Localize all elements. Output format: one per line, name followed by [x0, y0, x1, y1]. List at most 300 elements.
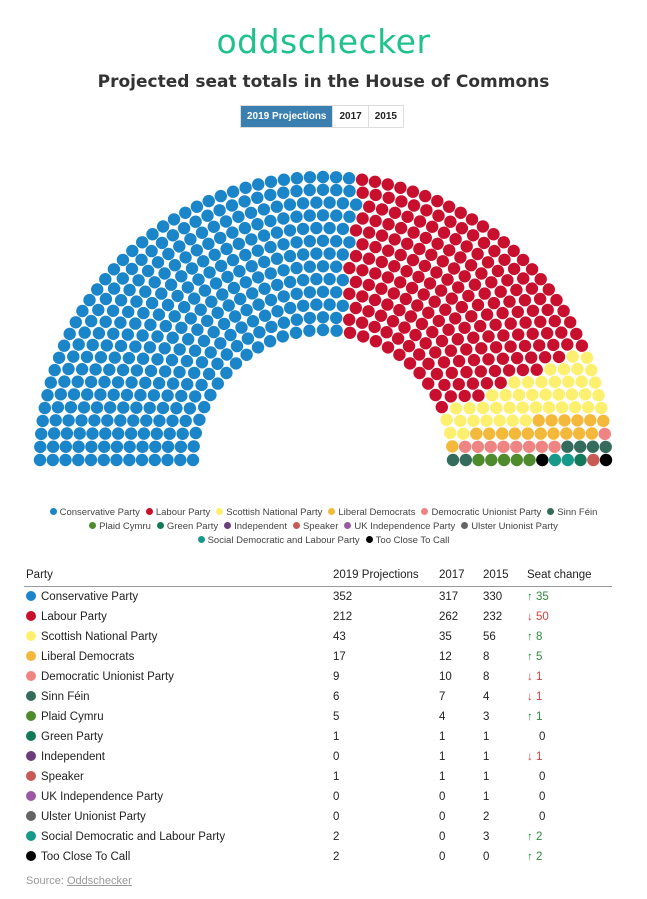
seat-conservative-party [174, 343, 186, 355]
seat-change-cell [525, 827, 612, 847]
seat-democratic-unionist-party [510, 441, 522, 453]
seat-conservative-party [258, 283, 270, 295]
seat-change-value: ↑ 8 [527, 630, 543, 643]
seat-labour-party [407, 254, 419, 266]
seat-labour-party [400, 265, 412, 277]
seat-conservative-party [99, 273, 111, 285]
seat-scottish-national-party [558, 363, 570, 375]
seat-labour-party [438, 356, 450, 368]
seat-plaid-cymru [485, 454, 497, 466]
legend-item-social-democratic-and-labour-party[interactable] [198, 534, 360, 548]
seat-labour-party [356, 317, 368, 329]
seat-conservative-party [108, 282, 120, 294]
seat-labour-party [467, 332, 479, 344]
source-link[interactable]: Oddschecker [66, 875, 132, 887]
seat-conservative-party [58, 340, 70, 352]
seat-conservative-party [132, 274, 144, 286]
seat-labour-party [453, 355, 465, 367]
seat-conservative-party [161, 454, 173, 466]
seat-labour-party [411, 299, 423, 311]
legend-item-plaid-cymru[interactable] [89, 520, 151, 534]
seat-labour-party [446, 367, 458, 379]
seat-labour-party [452, 281, 464, 293]
projection-cell: 212 [333, 610, 353, 623]
seat-conservative-party [34, 441, 46, 453]
seats-2015-cell: 0 [483, 850, 490, 863]
seat-labour-party [408, 199, 420, 211]
seat-change-value: ↓ 50 [527, 610, 549, 623]
seat-labour-party [438, 227, 450, 239]
seat-too-close-to-call [600, 454, 612, 466]
seat-conservative-party [234, 293, 246, 305]
seat-labour-party [387, 315, 399, 327]
seat-labour-party [505, 317, 517, 329]
seat-conservative-party [157, 220, 169, 232]
seat-labour-party [539, 351, 551, 363]
seat-labour-party [501, 274, 513, 286]
seat-labour-party [435, 284, 447, 296]
seat-conservative-party [62, 363, 74, 375]
seat-conservative-party [304, 312, 316, 324]
table-row [24, 587, 612, 607]
seat-change-cell [525, 747, 612, 767]
seat-conservative-party [337, 197, 349, 209]
party-color-dot [26, 691, 36, 701]
seat-conservative-party [101, 414, 113, 426]
seat-conservative-party [72, 376, 84, 388]
seat-conservative-party [122, 328, 134, 340]
seat-labour-party [398, 321, 410, 333]
seat-labour-party [432, 210, 444, 222]
seat-conservative-party [144, 402, 156, 414]
projection-cell: 352 [333, 590, 353, 603]
seat-conservative-party [135, 254, 147, 266]
seat-scottish-national-party [513, 389, 525, 401]
seat-conservative-party [258, 229, 270, 241]
seat-conservative-party [37, 415, 49, 427]
seat-labour-party [535, 273, 547, 285]
projection-cell: 5 [333, 710, 340, 723]
seat-conservative-party [130, 402, 142, 414]
seats-2015-cell: 8 [483, 670, 490, 683]
seat-labour-party [419, 190, 431, 202]
seat-liberal-democrats [446, 440, 458, 452]
seat-labour-party [519, 316, 531, 328]
seat-labour-party [469, 279, 481, 291]
seat-conservative-party [184, 233, 196, 245]
seat-conservative-party [271, 226, 283, 238]
seat-change-cell [525, 647, 612, 667]
seat-scottish-national-party [543, 401, 555, 413]
seat-labour-party [382, 178, 394, 190]
seat-liberal-democrats [483, 428, 495, 440]
seat-conservative-party [317, 235, 329, 247]
projection-cell: 2 [333, 830, 340, 843]
seat-conservative-party [178, 301, 190, 313]
seat-change-value: ↑ 1 [527, 710, 543, 723]
seat-conservative-party [215, 190, 227, 202]
seat-conservative-party [144, 319, 156, 331]
party-name: Labour Party [41, 610, 107, 623]
legend-dot [366, 536, 373, 543]
seat-democratic-unionist-party [523, 441, 535, 453]
seat-conservative-party [117, 272, 129, 284]
seat-labour-party [503, 295, 515, 307]
legend-item-green-party[interactable] [157, 520, 218, 534]
seat-conservative-party [271, 201, 283, 213]
seat-conservative-party [231, 340, 243, 352]
seat-conservative-party [220, 243, 232, 255]
seat-conservative-party [201, 210, 213, 222]
seat-change-value: 0 [539, 770, 546, 783]
seats-2017-cell: 262 [439, 610, 459, 623]
seat-conservative-party [221, 348, 233, 360]
seat-labour-party [392, 332, 404, 344]
seat-conservative-party [157, 402, 169, 414]
seat-conservative-party [223, 299, 235, 311]
seat-conservative-party [195, 379, 207, 391]
tab-2015[interactable]: 2015 [368, 106, 403, 127]
seat-liberal-democrats [547, 427, 559, 439]
table-row [24, 707, 612, 727]
seat-labour-party [368, 321, 380, 333]
seat-labour-party [460, 366, 472, 378]
seat-liberal-democrats [535, 427, 547, 439]
seat-conservative-party [252, 271, 264, 283]
oddschecker-logo[interactable]: oddschecker [216, 22, 431, 61]
seat-labour-party [395, 222, 407, 234]
seat-conservative-party [117, 401, 129, 413]
seat-conservative-party [278, 317, 290, 329]
legend-label: Conservative Party [59, 507, 140, 518]
party-name: Independent [41, 750, 105, 763]
seat-conservative-party [191, 201, 203, 213]
seat-conservative-party [55, 388, 67, 400]
seat-conservative-party [214, 337, 226, 349]
seat-conservative-party [239, 182, 251, 194]
seat-labour-party [454, 251, 466, 263]
seat-conservative-party [155, 287, 167, 299]
seat-conservative-party [151, 353, 163, 365]
legend-item-liberal-democrats[interactable] [328, 506, 415, 520]
seat-labour-party [443, 201, 455, 213]
seat-conservative-party [191, 324, 203, 336]
seat-conservative-party [201, 315, 213, 327]
seat-conservative-party [73, 338, 85, 350]
table-row [24, 687, 612, 707]
seat-conservative-party [70, 316, 82, 328]
seats-2017-cell: 1 [439, 750, 446, 763]
seat-labour-party [395, 195, 407, 207]
seat-conservative-party [127, 414, 139, 426]
seat-conservative-party [68, 388, 80, 400]
seat-labour-party [527, 328, 539, 340]
seat-labour-party [401, 211, 413, 223]
seat-labour-party [448, 262, 460, 274]
seat-conservative-party [167, 332, 179, 344]
legend-dot [328, 508, 335, 515]
seat-conservative-party [173, 366, 185, 378]
seat-labour-party [382, 341, 394, 353]
seat-conservative-party [138, 427, 150, 439]
seat-conservative-party [48, 427, 60, 439]
seat-labour-party [382, 245, 394, 257]
seat-conservative-party [99, 427, 111, 439]
seat-labour-party [442, 324, 454, 336]
seat-conservative-party [202, 238, 214, 250]
seat-labour-party [557, 305, 569, 317]
legend-item-democratic-unionist-party[interactable] [421, 506, 541, 520]
seat-conservative-party [108, 389, 120, 401]
seat-conservative-party [160, 320, 172, 332]
seat-conservative-party [290, 327, 302, 339]
seat-conservative-party [100, 316, 112, 328]
party-name: Liberal Democrats [41, 650, 135, 663]
seat-conservative-party [130, 295, 142, 307]
seat-conservative-party [153, 415, 165, 427]
seat-labour-party [543, 283, 555, 295]
legend-item-sinn-fein[interactable] [547, 506, 597, 520]
seats-2017-cell: 7 [439, 690, 446, 703]
seat-labour-party [404, 357, 416, 369]
seat-labour-party [459, 270, 471, 282]
seat-conservative-party [184, 402, 196, 414]
tab-2019-projections[interactable]: 2019 Projections [241, 106, 332, 127]
seat-conservative-party [212, 307, 224, 319]
seat-scottish-national-party [569, 401, 581, 413]
seat-labour-party [445, 390, 457, 402]
seat-labour-party [393, 304, 405, 316]
party-color-dot [26, 671, 36, 681]
seat-conservative-party [188, 292, 200, 304]
seat-labour-party [382, 218, 394, 230]
seat-conservative-party [75, 414, 87, 426]
seat-labour-party [403, 340, 415, 352]
seat-conservative-party [196, 227, 208, 239]
seat-labour-party [497, 329, 509, 341]
seat-conservative-party [165, 279, 177, 291]
legend-item-uk-independence-party[interactable] [344, 520, 455, 534]
seat-conservative-party [93, 327, 105, 339]
seat-conservative-party [191, 244, 203, 256]
seat-conservative-party [58, 375, 70, 387]
seat-conservative-party [297, 300, 309, 312]
seat-labour-party [488, 297, 500, 309]
seat-conservative-party [98, 454, 110, 466]
seat-conservative-party [259, 310, 271, 322]
legend-label: Plaid Cymru [99, 521, 151, 532]
seat-liberal-democrats [470, 428, 482, 440]
seat-conservative-party [85, 441, 97, 453]
seat-democratic-unionist-party [599, 428, 611, 440]
seat-liberal-democrats [597, 415, 609, 427]
legend-item-scottish-national-party[interactable] [216, 506, 322, 520]
seat-labour-party [376, 203, 388, 215]
legend-label: Green Party [166, 521, 219, 532]
seat-scottish-national-party [517, 401, 529, 413]
seat-labour-party [517, 254, 529, 266]
seat-scottish-national-party [589, 376, 601, 388]
seat-conservative-party [226, 199, 238, 211]
seat-conservative-party [337, 248, 349, 260]
seat-conservative-party [108, 263, 120, 275]
seats-2017-cell: 1 [439, 770, 446, 783]
seat-labour-party [356, 290, 368, 302]
seat-change-value: ↓ 1 [527, 690, 543, 703]
seat-change-value: ↑ 2 [527, 850, 543, 863]
seat-labour-party [356, 238, 368, 250]
seat-labour-party [519, 340, 531, 352]
seat-conservative-party [227, 186, 239, 198]
seat-democratic-unionist-party [536, 441, 548, 453]
party-cell [24, 767, 331, 787]
seat-conservative-party [350, 198, 362, 210]
tab-2017[interactable]: 2017 [332, 106, 367, 127]
seat-labour-party [343, 314, 355, 326]
seat-sinn-fein [460, 454, 472, 466]
seat-labour-party [400, 293, 412, 305]
seat-conservative-party [149, 441, 161, 453]
seat-scottish-national-party [582, 401, 594, 413]
seat-conservative-party [178, 222, 190, 234]
seat-conservative-party [343, 172, 355, 184]
seat-change-value: 0 [539, 790, 546, 803]
seat-speaker [587, 454, 599, 466]
legend-dot [89, 522, 96, 529]
seat-scottish-national-party [539, 388, 551, 400]
party-name: Conservative Party [41, 590, 139, 603]
seat-green-party [574, 454, 586, 466]
seat-conservative-party [317, 324, 329, 336]
seat-labour-party [471, 248, 483, 260]
seat-conservative-party [290, 185, 302, 197]
seat-social-democratic-and-labour-party [562, 454, 574, 466]
legend-dot [216, 508, 223, 515]
legend-label: Too Close To Call [375, 535, 450, 546]
party-name: Too Close To Call [41, 850, 131, 863]
legend-item-labour-party[interactable] [146, 506, 210, 520]
seat-conservative-party [117, 254, 129, 266]
seat-conservative-party [252, 245, 264, 257]
seat-conservative-party [186, 262, 198, 274]
seat-conservative-party [265, 267, 277, 279]
seat-conservative-party [171, 290, 183, 302]
seat-conservative-party [240, 304, 252, 316]
seat-conservative-party [87, 339, 99, 351]
seat-labour-party [395, 249, 407, 261]
seat-labour-party [363, 226, 375, 238]
legend-dot [50, 508, 57, 515]
seats-2017-cell: 0 [439, 790, 446, 803]
legend-item-conservative-party[interactable] [50, 506, 140, 520]
table-row [24, 827, 612, 847]
seat-conservative-party [115, 294, 127, 306]
seat-conservative-party [205, 346, 217, 358]
seat-conservative-party [61, 427, 73, 439]
seat-scottish-national-party [454, 415, 466, 427]
party-color-dot [26, 711, 36, 721]
seat-labour-party [465, 310, 477, 322]
party-cell [24, 687, 331, 707]
projection-cell: 1 [333, 770, 340, 783]
seat-conservative-party [297, 223, 309, 235]
seat-scottish-national-party [494, 414, 506, 426]
seat-liberal-democrats [522, 427, 534, 439]
seat-change-value: 0 [539, 730, 546, 743]
seat-liberal-democrats [533, 414, 545, 426]
seat-labour-party [429, 296, 441, 308]
seat-scottish-national-party [508, 376, 520, 388]
legend-item-too-close-to-call[interactable] [366, 534, 450, 548]
seat-conservative-party [235, 321, 247, 333]
seat-labour-party [429, 346, 441, 358]
table-header-row [24, 565, 612, 587]
seat-conservative-party [192, 273, 204, 285]
seat-labour-party [389, 207, 401, 219]
seat-conservative-party [88, 414, 100, 426]
seat-conservative-party [162, 441, 174, 453]
seat-conservative-party [337, 274, 349, 286]
seat-conservative-party [121, 389, 133, 401]
party-name: Social Democratic and Labour Party [41, 830, 226, 843]
seat-conservative-party [153, 377, 165, 389]
seat-labour-party [511, 352, 523, 364]
seat-scottish-national-party [503, 402, 515, 414]
projection-cell: 2 [333, 850, 340, 863]
legend-label: Social Democratic and Labour Party [207, 535, 360, 546]
seat-labour-party [526, 263, 538, 275]
seat-scottish-national-party [499, 389, 511, 401]
seat-conservative-party [343, 185, 355, 197]
legend-item-speaker[interactable] [293, 520, 338, 534]
seat-conservative-party [195, 304, 207, 316]
seat-labour-party [467, 377, 479, 389]
seat-conservative-party [159, 342, 171, 354]
seat-conservative-party [91, 283, 103, 295]
seat-labour-party [414, 215, 426, 227]
seat-conservative-party [310, 247, 322, 259]
seat-labour-party [452, 333, 464, 345]
seats-2015-cell: 56 [483, 630, 496, 643]
seat-labour-party [475, 365, 487, 377]
seat-labour-party [555, 326, 567, 338]
legend-item-independent[interactable] [224, 520, 287, 534]
seat-conservative-party [78, 401, 90, 413]
seats-2017-cell: 0 [439, 850, 446, 863]
seat-too-close-to-call [536, 454, 548, 466]
projection-cell: 9 [333, 670, 340, 683]
seat-labour-party [431, 368, 443, 380]
seat-conservative-party [139, 377, 151, 389]
seat-conservative-party [271, 305, 283, 317]
seat-plaid-cymru [511, 454, 523, 466]
legend-item-ulster-unionist-party[interactable] [461, 520, 558, 534]
chart-legend [20, 506, 627, 548]
seats-2015-cell: 330 [483, 590, 503, 603]
seat-scottish-national-party [444, 427, 456, 439]
seat-conservative-party [258, 203, 270, 215]
seat-scottish-national-party [477, 402, 489, 414]
seat-conservative-party [290, 236, 302, 248]
table-row [24, 807, 612, 827]
seat-conservative-party [284, 250, 296, 262]
seat-conservative-party [109, 351, 121, 363]
seat-conservative-party [142, 265, 154, 277]
seat-conservative-party [112, 376, 124, 388]
seat-conservative-party [317, 286, 329, 298]
table-row [24, 847, 612, 867]
seat-conservative-party [277, 238, 289, 250]
